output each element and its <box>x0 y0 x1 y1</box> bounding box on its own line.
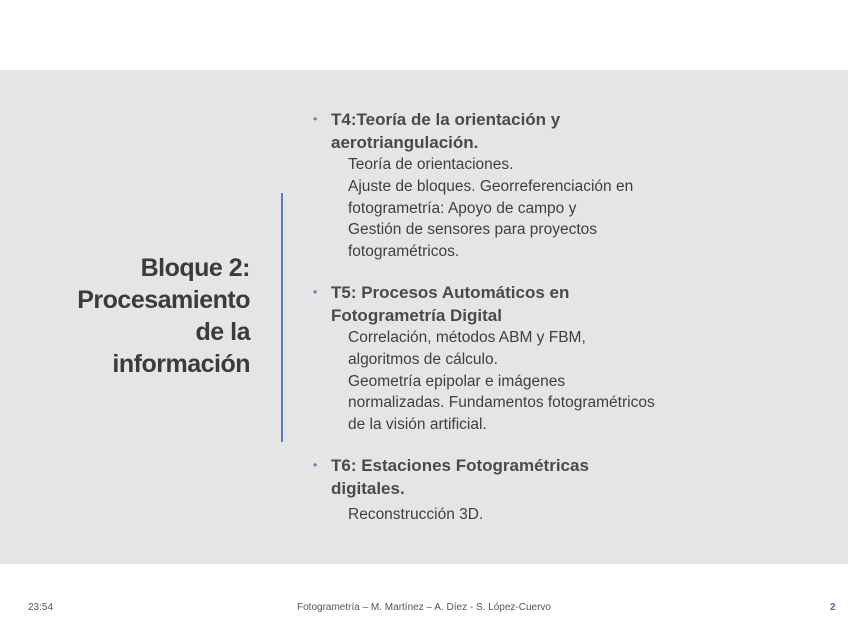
page-number: 2 <box>830 602 836 613</box>
title-line: Bloque 2: <box>140 254 250 282</box>
subitem-line: normalizadas. Fundamentos fotogramétricos <box>348 394 655 412</box>
title-line: información <box>112 350 250 378</box>
subitem-line: fotogrametría: Apoyo de campo y <box>348 199 577 217</box>
topic-heading <box>331 108 833 154</box>
heading-line: T4:Teoría de la orientación y <box>331 110 561 129</box>
subitem-line: Ajuste de bloques. Georreferenciación en <box>348 177 634 195</box>
subitem-line: Reconstrucción 3D. <box>348 505 484 523</box>
bullet-icon: • <box>313 457 318 472</box>
topic-heading <box>331 454 833 500</box>
heading-line: aerotriangulación. <box>331 133 479 152</box>
footer-credit: Fotogrametría – M. Martínez – A. Díez - S. López-Cuervo <box>297 602 551 613</box>
subitem-line: fotogramétricos. <box>348 243 460 261</box>
heading-line: T6: Estaciones Fotogramétricas <box>331 455 589 475</box>
subitem-line: Geometría epipolar e imágenes <box>348 372 566 390</box>
topic-t4 <box>313 108 833 263</box>
heading-line: Fotogrametría Digital <box>331 305 502 325</box>
title-line: de la <box>195 318 250 346</box>
subitem-line: Gestión de sensores para proyectos <box>348 221 597 239</box>
topic-list <box>313 108 833 544</box>
topic-t6 <box>313 454 833 526</box>
topic-subitems <box>331 154 833 263</box>
slide-title <box>40 252 250 380</box>
topic-heading <box>331 281 833 327</box>
subitem-line: Teoría de orientaciones. <box>348 156 514 173</box>
bullet-icon: • <box>313 284 318 299</box>
topic-subitems <box>331 504 833 526</box>
vertical-divider <box>281 193 283 442</box>
subitem-line: algoritmos de cálculo. <box>348 350 498 368</box>
footer-time: 23:54 <box>28 602 54 613</box>
title-line: Procesamiento <box>77 286 250 314</box>
heading-line: digitales. <box>331 478 405 498</box>
subitem-line: de la visión artificial. <box>348 416 487 434</box>
topic-t5 <box>313 281 833 436</box>
subitem-line: Correlación, métodos ABM y FBM, <box>348 328 586 346</box>
heading-line: T5: Procesos Automáticos en <box>331 282 570 302</box>
topic-subitems <box>331 327 833 436</box>
bullet-icon: • <box>313 112 318 126</box>
